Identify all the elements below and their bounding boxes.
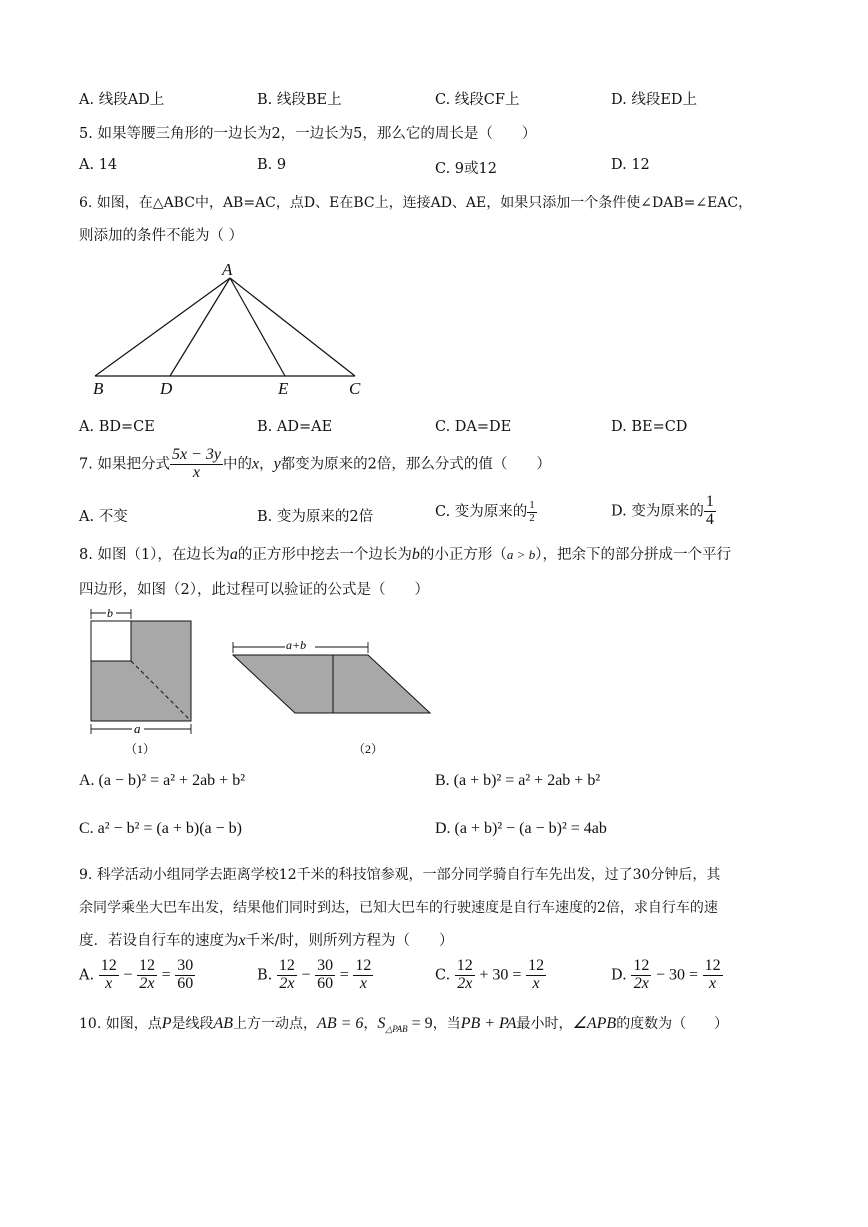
q7-stem xyxy=(79,447,551,482)
q7-var-x: x xyxy=(251,455,260,473)
q7-option-c-fraction xyxy=(527,500,537,524)
q10-ab-length: AB = 6 xyxy=(317,1015,364,1032)
q9-a-eq: = xyxy=(161,966,171,984)
q7-option-b: B. 变为原来的2倍 xyxy=(257,509,374,525)
q9-b-frac3 xyxy=(353,958,373,993)
q9-d-rest: − 30 = xyxy=(655,966,698,984)
label-d: D xyxy=(160,379,173,398)
q6-option-b: B. AD=AE xyxy=(257,419,333,435)
q10-mid4: 最小时， xyxy=(516,1016,573,1032)
q9-b-op: − xyxy=(301,966,311,984)
q7-option-d-text: D. 变为原来的 xyxy=(611,503,704,520)
q9-b-frac3-num: 12 xyxy=(355,957,372,974)
q8-stem-mid: 的正方形中挖去一个边长为 xyxy=(237,547,412,563)
q10-post: 的度数为（ ） xyxy=(616,1016,729,1032)
q9-line2: 余同学乘坐大巴车出发，结果他们同时到达，已知大巴车的行驶速度是自行车速度的2倍，求自行车的速 xyxy=(79,900,718,916)
q9-d-label: D. xyxy=(611,967,627,984)
q10-mid3: ，当 xyxy=(432,1016,461,1032)
q10-area-subscript: △PAB xyxy=(385,1023,408,1034)
q10-area-value: = 9 xyxy=(407,1015,433,1032)
q7-option-d-fraction xyxy=(704,494,716,529)
q7-d-numerator: 1 xyxy=(705,493,714,510)
q8-stem-pre: 8. 如图（1），在边长为 xyxy=(79,547,230,563)
q9-c-rest: + 30 = xyxy=(479,966,522,984)
q4-option-d: D. 线段ED上 xyxy=(611,92,698,108)
q9-a-frac3 xyxy=(175,958,195,993)
q7-option-a: A. 不变 xyxy=(79,509,128,525)
q9-b-label: B. xyxy=(257,967,273,984)
q4-option-c: C. 线段CF上 xyxy=(435,92,520,108)
q7-c-numerator: 1 xyxy=(529,499,535,511)
q7-fraction-numerator: 5x − 3y xyxy=(171,446,221,463)
q9-c-frac3-den: x xyxy=(532,974,540,992)
q9-b-eq: = xyxy=(339,966,349,984)
label-c: C xyxy=(349,379,361,398)
q10-point-p: P xyxy=(161,1015,172,1032)
q9-c-label: C. xyxy=(435,967,451,984)
q8-option-c: C. a² − b² = (a + b)(a − b) xyxy=(79,820,242,837)
q9-b-frac1 xyxy=(277,958,297,993)
q7-separator: ， xyxy=(259,456,274,473)
figure-2-caption: （2） xyxy=(353,742,384,755)
q6-triangle-figure xyxy=(80,258,380,400)
q9-line3-post: 千米/时，则所列方程为（ ） xyxy=(245,933,454,949)
q7-stem-mid: 中的 xyxy=(222,456,252,473)
q6-option-c: C. DA=DE xyxy=(435,419,512,435)
q6-option-a: A. BD=CE xyxy=(79,419,155,435)
q7-var-y: y xyxy=(273,455,281,473)
q8-stem-mid2: 的小正方形（ xyxy=(419,547,507,563)
q8-condition: a > b xyxy=(506,547,536,562)
q10-comma: ， xyxy=(363,1016,378,1032)
q5-option-a: A. 14 xyxy=(79,157,118,173)
q10-mid1: 是线段 xyxy=(171,1016,214,1032)
q4-option-a: A. 线段AD上 xyxy=(79,92,165,108)
q7-fraction-denominator: x xyxy=(192,463,200,481)
q9-a-frac1 xyxy=(99,958,119,993)
q5-option-d: D. 12 xyxy=(611,157,650,173)
label-a: A xyxy=(222,260,233,279)
q5-stem: 5. 如果等腰三角形的一边长为2，一边长为5，那么它的周长是（ ） xyxy=(79,126,537,142)
label-a: a xyxy=(134,721,141,736)
q10-stem xyxy=(79,1013,728,1035)
q9-b-frac3-den: x xyxy=(359,974,367,992)
q9-a-op: − xyxy=(123,966,133,984)
q9-a-frac2-num: 12 xyxy=(138,957,155,974)
label-b: B xyxy=(93,379,104,398)
q9-c-frac3 xyxy=(526,958,546,993)
q4-option-b: B. 线段BE上 xyxy=(257,92,342,108)
q10-angle: ∠APB xyxy=(572,1015,617,1032)
q10-segment-ab: AB xyxy=(213,1015,234,1032)
q8-stem-line1 xyxy=(79,543,731,564)
q9-b-frac2-den: 60 xyxy=(317,974,334,992)
q9-b-frac2-num: 30 xyxy=(317,957,334,974)
q9-c-frac1 xyxy=(455,958,475,993)
q8-figure-2 xyxy=(225,635,440,755)
q9-a-frac3-den: 60 xyxy=(177,974,194,992)
q10-expression: PB + PA xyxy=(460,1015,517,1032)
q9-option-a xyxy=(79,958,195,993)
q9-option-b xyxy=(257,958,373,993)
q10-mid2: 上方一动点， xyxy=(233,1016,318,1032)
label-b: b xyxy=(107,606,113,620)
segment-ac xyxy=(230,278,355,376)
q9-c-frac3-num: 12 xyxy=(528,957,545,974)
q9-d-frac1-num: 12 xyxy=(633,957,650,974)
q7-option-c xyxy=(435,500,537,524)
q9-a-frac1-num: 12 xyxy=(100,957,117,974)
q10-area-s: S xyxy=(377,1015,386,1032)
q10-pre: 10. 如图，点 xyxy=(79,1016,162,1032)
q9-b-frac1-den: 2x xyxy=(279,974,295,992)
q7-c-denominator: 2 xyxy=(529,511,535,524)
segment-ab xyxy=(95,278,230,376)
q8-stem-post: ），把余下的部分拼成一个平行 xyxy=(535,547,731,563)
parallelogram xyxy=(233,655,430,713)
q8-var-b: b xyxy=(411,546,420,563)
segment-ae xyxy=(230,278,285,376)
q9-b-frac2 xyxy=(315,958,335,993)
q8-option-b: B. (a + b)² = a² + 2ab + b² xyxy=(435,772,601,789)
q9-line1: 9. 科学活动小组同学去距离学校12千米的科技馆参观，一部分同学骑自行车先出发，过了30分钟后，其 xyxy=(79,867,721,883)
q5-option-c: C. 9或12 xyxy=(435,161,497,177)
q7-stem-post: 都变为原来的2倍，那么分式的值（ ） xyxy=(280,456,551,473)
q9-a-frac1-den: x xyxy=(105,974,113,992)
q9-a-label: A. xyxy=(79,967,95,984)
q9-b-frac1-num: 12 xyxy=(278,957,295,974)
q9-var-x: x xyxy=(238,932,246,949)
q6-option-d: D. BE=CD xyxy=(611,419,688,435)
q8-option-a: A. (a − b)² = a² + 2ab + b² xyxy=(79,772,245,789)
q7-option-d xyxy=(611,494,716,529)
figure-1-caption: （1） xyxy=(125,742,156,755)
q8-option-d: D. (a + b)² − (a − b)² = 4ab xyxy=(435,820,607,837)
segment-ad xyxy=(170,278,230,376)
q9-line3-pre: 度．若设自行车的速度为 xyxy=(79,933,239,949)
q7-d-denominator: 4 xyxy=(705,510,714,528)
q9-c-frac1-num: 12 xyxy=(456,957,473,974)
q9-d-frac3-den: x xyxy=(709,974,717,992)
q8-stem-line2: 四边形，如图（2），此过程可以验证的公式是（ ） xyxy=(79,582,429,598)
q9-d-frac1 xyxy=(631,958,651,993)
q7-option-c-text: C. 变为原来的 xyxy=(435,504,528,521)
q9-a-frac2 xyxy=(137,958,157,993)
q8-var-a: a xyxy=(229,546,238,563)
q9-a-frac3-num: 30 xyxy=(177,957,194,974)
cut-square xyxy=(91,621,131,661)
q9-d-frac3-num: 12 xyxy=(704,957,721,974)
q6-stem-line1: 6. 如图，在△ABC中，AB=AC，点D、E在BC上，连接AD、AE，如果只添加一个条件使∠DAB=∠EAC， xyxy=(79,195,753,211)
q9-d-frac3 xyxy=(703,958,723,993)
q7-stem-pre: 7. 如果把分式 xyxy=(79,456,170,473)
q9-d-frac1-den: 2x xyxy=(633,974,649,992)
q9-option-d xyxy=(611,958,723,993)
q7-fraction xyxy=(170,447,223,482)
label-a-plus-b: a+b xyxy=(286,638,307,652)
q8-figure-1 xyxy=(85,605,205,755)
label-e: E xyxy=(278,379,289,398)
q9-c-frac1-den: 2x xyxy=(457,974,473,992)
q9-option-c xyxy=(435,958,546,993)
q5-option-b: B. 9 xyxy=(257,157,287,173)
q9-a-frac2-den: 2x xyxy=(139,974,155,992)
q6-stem-line2: 则添加的条件不能为（ ） xyxy=(79,228,244,244)
q9-line3 xyxy=(79,929,454,950)
